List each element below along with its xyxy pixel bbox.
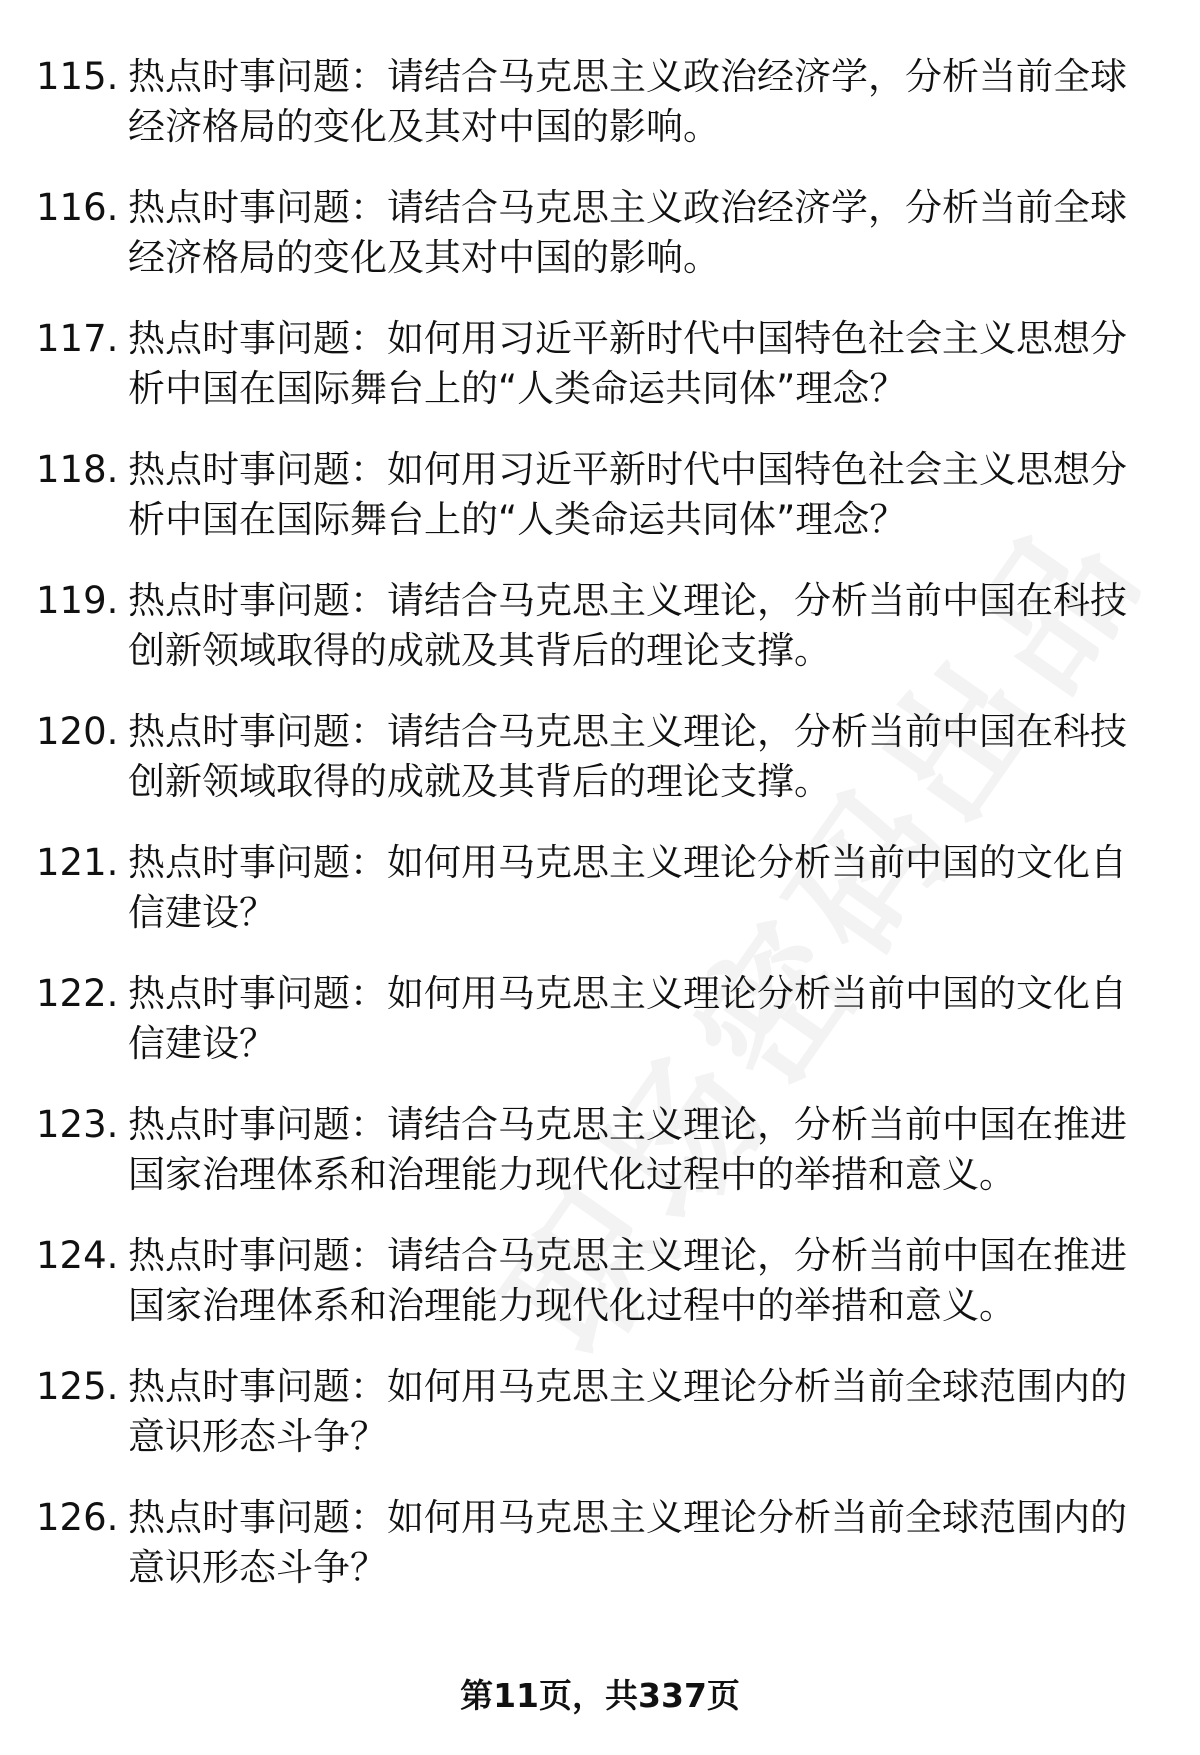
question-number: 121.	[36, 841, 119, 884]
question-text: 热点时事问题：如何用马克思主义理论分析当前全球范围内的意识形态斗争？	[128, 1496, 1127, 1589]
question-text: 热点时事问题：如何用马克思主义理论分析当前中国的文化自信建设？	[128, 841, 1127, 934]
list-item	[0, 707, 1200, 838]
question-text: 热点时事问题：请结合马克思主义理论，分析当前中国在推进国家治理体系和治理能力现代化过程中的举措和意义。	[128, 1234, 1127, 1327]
list-item	[0, 445, 1200, 576]
page-footer: 第11页，共337页	[460, 1676, 740, 1715]
question-text: 热点时事问题：如何用马克思主义理论分析当前全球范围内的意识形态斗争？	[128, 1365, 1127, 1458]
question-text: 热点时事问题：如何用习近平新时代中国特色社会主义思想分析中国在国际舞台上的“人类命运共同体”理念？	[128, 448, 1127, 541]
list-item	[0, 969, 1200, 1100]
question-number: 116.	[36, 186, 119, 229]
question-number: 115.	[36, 55, 119, 98]
question-number: 118.	[36, 448, 119, 491]
question-number: 123.	[36, 1103, 119, 1146]
list-item	[0, 1493, 1200, 1624]
list-item	[0, 838, 1200, 969]
question-text: 热点时事问题：请结合马克思主义理论，分析当前中国在推进国家治理体系和治理能力现代化过程中的举措和意义。	[128, 1103, 1127, 1196]
list-item	[0, 576, 1200, 707]
list-item	[0, 52, 1200, 183]
question-number: 119.	[36, 579, 119, 622]
question-number: 126.	[36, 1496, 119, 1539]
question-number: 124.	[36, 1234, 119, 1277]
question-number: 125.	[36, 1365, 119, 1408]
question-number: 120.	[36, 710, 119, 753]
question-number: 122.	[36, 972, 119, 1015]
question-text: 热点时事问题：请结合马克思主义政治经济学，分析当前全球经济格局的变化及其对中国的影响。	[128, 186, 1127, 279]
list-item	[0, 1100, 1200, 1231]
question-text: 热点时事问题：请结合马克思主义理论，分析当前中国在科技创新领域取得的成就及其背后的理论支撑。	[128, 710, 1127, 803]
question-text: 热点时事问题：请结合马克思主义政治经济学，分析当前全球经济格局的变化及其对中国的影响。	[128, 55, 1127, 148]
list-item	[0, 183, 1200, 314]
question-text: 热点时事问题：如何用马克思主义理论分析当前中国的文化自信建设？	[128, 972, 1127, 1065]
question-number: 117.	[36, 317, 119, 360]
list-item	[0, 1362, 1200, 1493]
question-text: 热点时事问题：如何用习近平新时代中国特色社会主义思想分析中国在国际舞台上的“人类命运共同体”理念？	[128, 317, 1127, 410]
list-item	[0, 314, 1200, 445]
list-item	[0, 1231, 1200, 1362]
question-list	[0, 52, 1200, 1624]
question-text: 热点时事问题：请结合马克思主义理论，分析当前中国在科技创新领域取得的成就及其背后的理论支撑。	[128, 579, 1127, 672]
